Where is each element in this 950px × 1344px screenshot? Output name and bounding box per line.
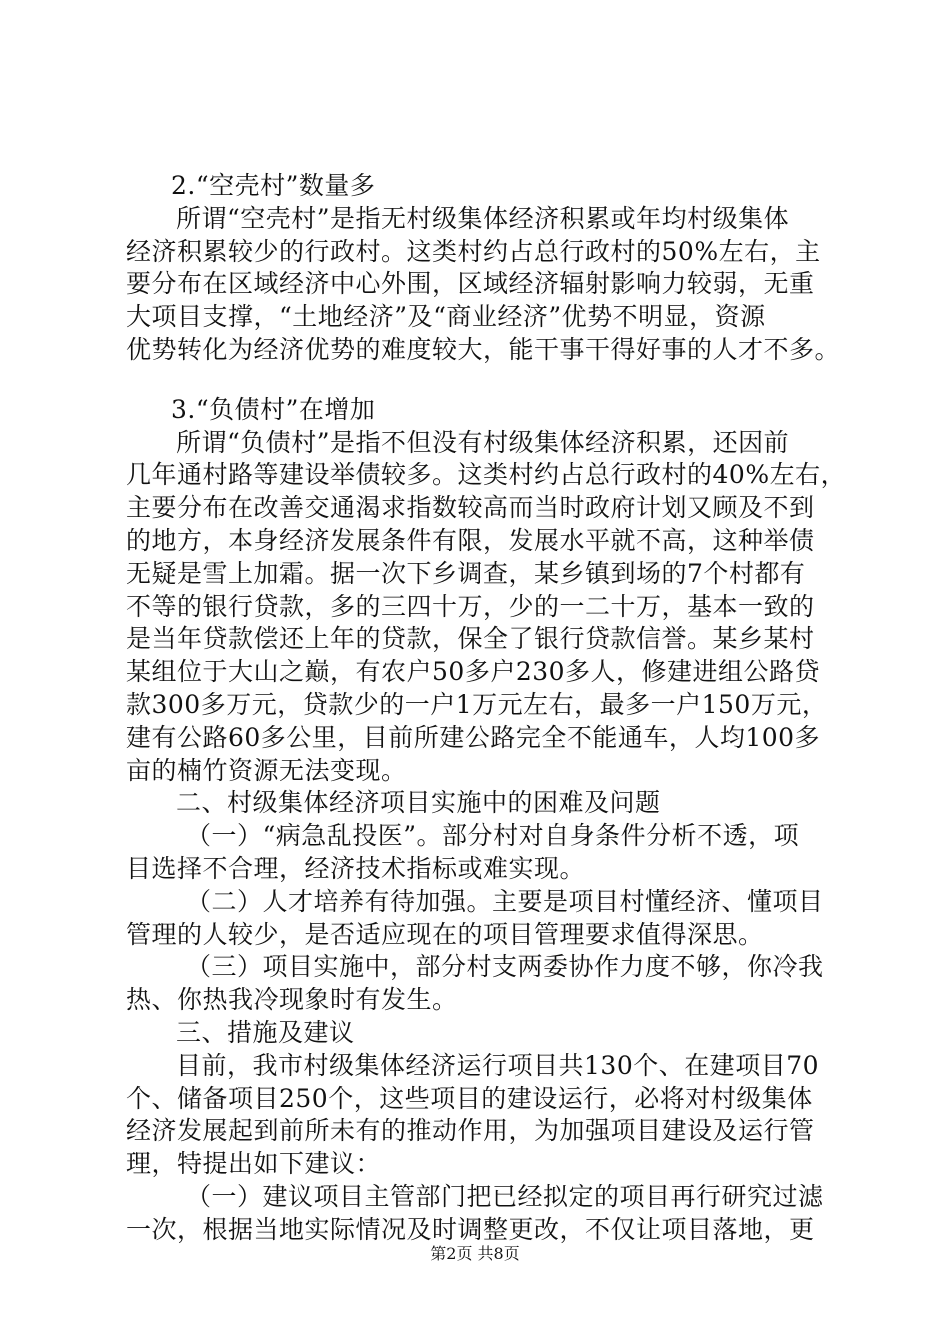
list-item-line: （三）项目实施中，部分村支两委协作力度不够，你冷我 xyxy=(186,952,824,982)
paragraph-line: 亩的楠竹资源无法变现。 xyxy=(126,755,407,785)
page-footer xyxy=(0,1244,950,1264)
paragraph-line: 所谓“空壳村”是指无村级集体经济积累或年均村级集体 xyxy=(176,203,790,233)
list-item-line: （二）人才培养有待加强。主要是项目村懂经济、懂项目 xyxy=(186,886,824,916)
list-item-line: （一）建议项目主管部门把已经拟定的项目再行研究过滤 xyxy=(186,1181,824,1211)
section-heading-difficulties: 二、村级集体经济项目实施中的困难及问题 xyxy=(176,788,661,818)
page-number-label: 第2页 共8页 xyxy=(430,1244,520,1263)
paragraph-line: 款300多万元，贷款少的一户1万元左右，最多一户150万元， xyxy=(126,689,828,719)
paragraph-line: 要分布在区域经济中心外围，区域经济辐射影响力较弱，无重 xyxy=(126,269,815,299)
paragraph-line: 无疑是雪上加霜。据一次下乡调查，某乡镇到场的7个村都有 xyxy=(126,558,806,588)
list-item-line: （一）“病急乱投医”。部分村对自身条件分析不透，项 xyxy=(186,821,800,851)
section-heading-indebted-villages: 3.“负债村”在增加 xyxy=(171,394,376,424)
paragraph-line: 大项目支撑，“土地经济”及“商业经济”优势不明显，资源 xyxy=(126,302,766,332)
paragraph-line: 经济发展起到前所未有的推动作用，为加强项目建设及运行管 xyxy=(126,1116,815,1146)
paragraph-line: 几年通村路等建设举债较多。这类村约占总行政村的40%左右， xyxy=(126,460,847,490)
paragraph-line: 主要分布在改善交通渴求指数较高而当时政府计划又顾及不到 xyxy=(126,493,815,523)
paragraph-line: 建有公路60多公里，目前所建公路完全不能通车，人均100多 xyxy=(126,722,821,752)
section-heading-empty-shell-villages: 2.“空壳村”数量多 xyxy=(171,171,376,200)
paragraph-line: 目前，我市村级集体经济运行项目共130个、在建项目70 xyxy=(176,1050,820,1080)
document-body xyxy=(126,170,846,1247)
paragraph-line: 是当年贷款偿还上年的贷款，保全了银行贷款信誉。某乡某村 xyxy=(126,624,815,654)
paragraph-gap xyxy=(126,367,846,394)
paragraph-line: 的地方，本身经济发展条件有限，发展水平就不高，这种举债 xyxy=(126,525,815,555)
paragraph-line: 某组位于大山之巅，有农户50多户230多人，修建进组公路贷 xyxy=(126,657,821,687)
list-item-line: 一次，根据当地实际情况及时调整更改，不仅让项目落地，更 xyxy=(126,1214,815,1244)
paragraph-line: 经济积累较少的行政村。这类村约占总行政村的50%左右，主 xyxy=(126,236,821,266)
paragraph-line: 优势转化为经济优势的难度较大，能干事干得好事的人才不多。 xyxy=(126,334,841,364)
paragraph-line: 不等的银行贷款，多的三四十万，少的一二十万，基本一致的 xyxy=(126,591,815,621)
list-item-line: 目选择不合理，经济技术指标或难实现。 xyxy=(126,853,586,883)
section-heading-measures: 三、措施及建议 xyxy=(176,1017,355,1047)
list-item-line: 管理的人较少，是否适应现在的项目管理要求值得深思。 xyxy=(126,919,764,949)
list-item-line: 热、你热我冷现象时有发生。 xyxy=(126,985,458,1015)
paragraph-line: 所谓“负债村”是指不但没有村级集体经济积累，还因前 xyxy=(176,427,790,457)
paragraph-line: 个、储备项目250个，这些项目的建设运行，必将对村级集体 xyxy=(126,1083,813,1113)
paragraph-line: 理，特提出如下建议： xyxy=(126,1149,382,1179)
